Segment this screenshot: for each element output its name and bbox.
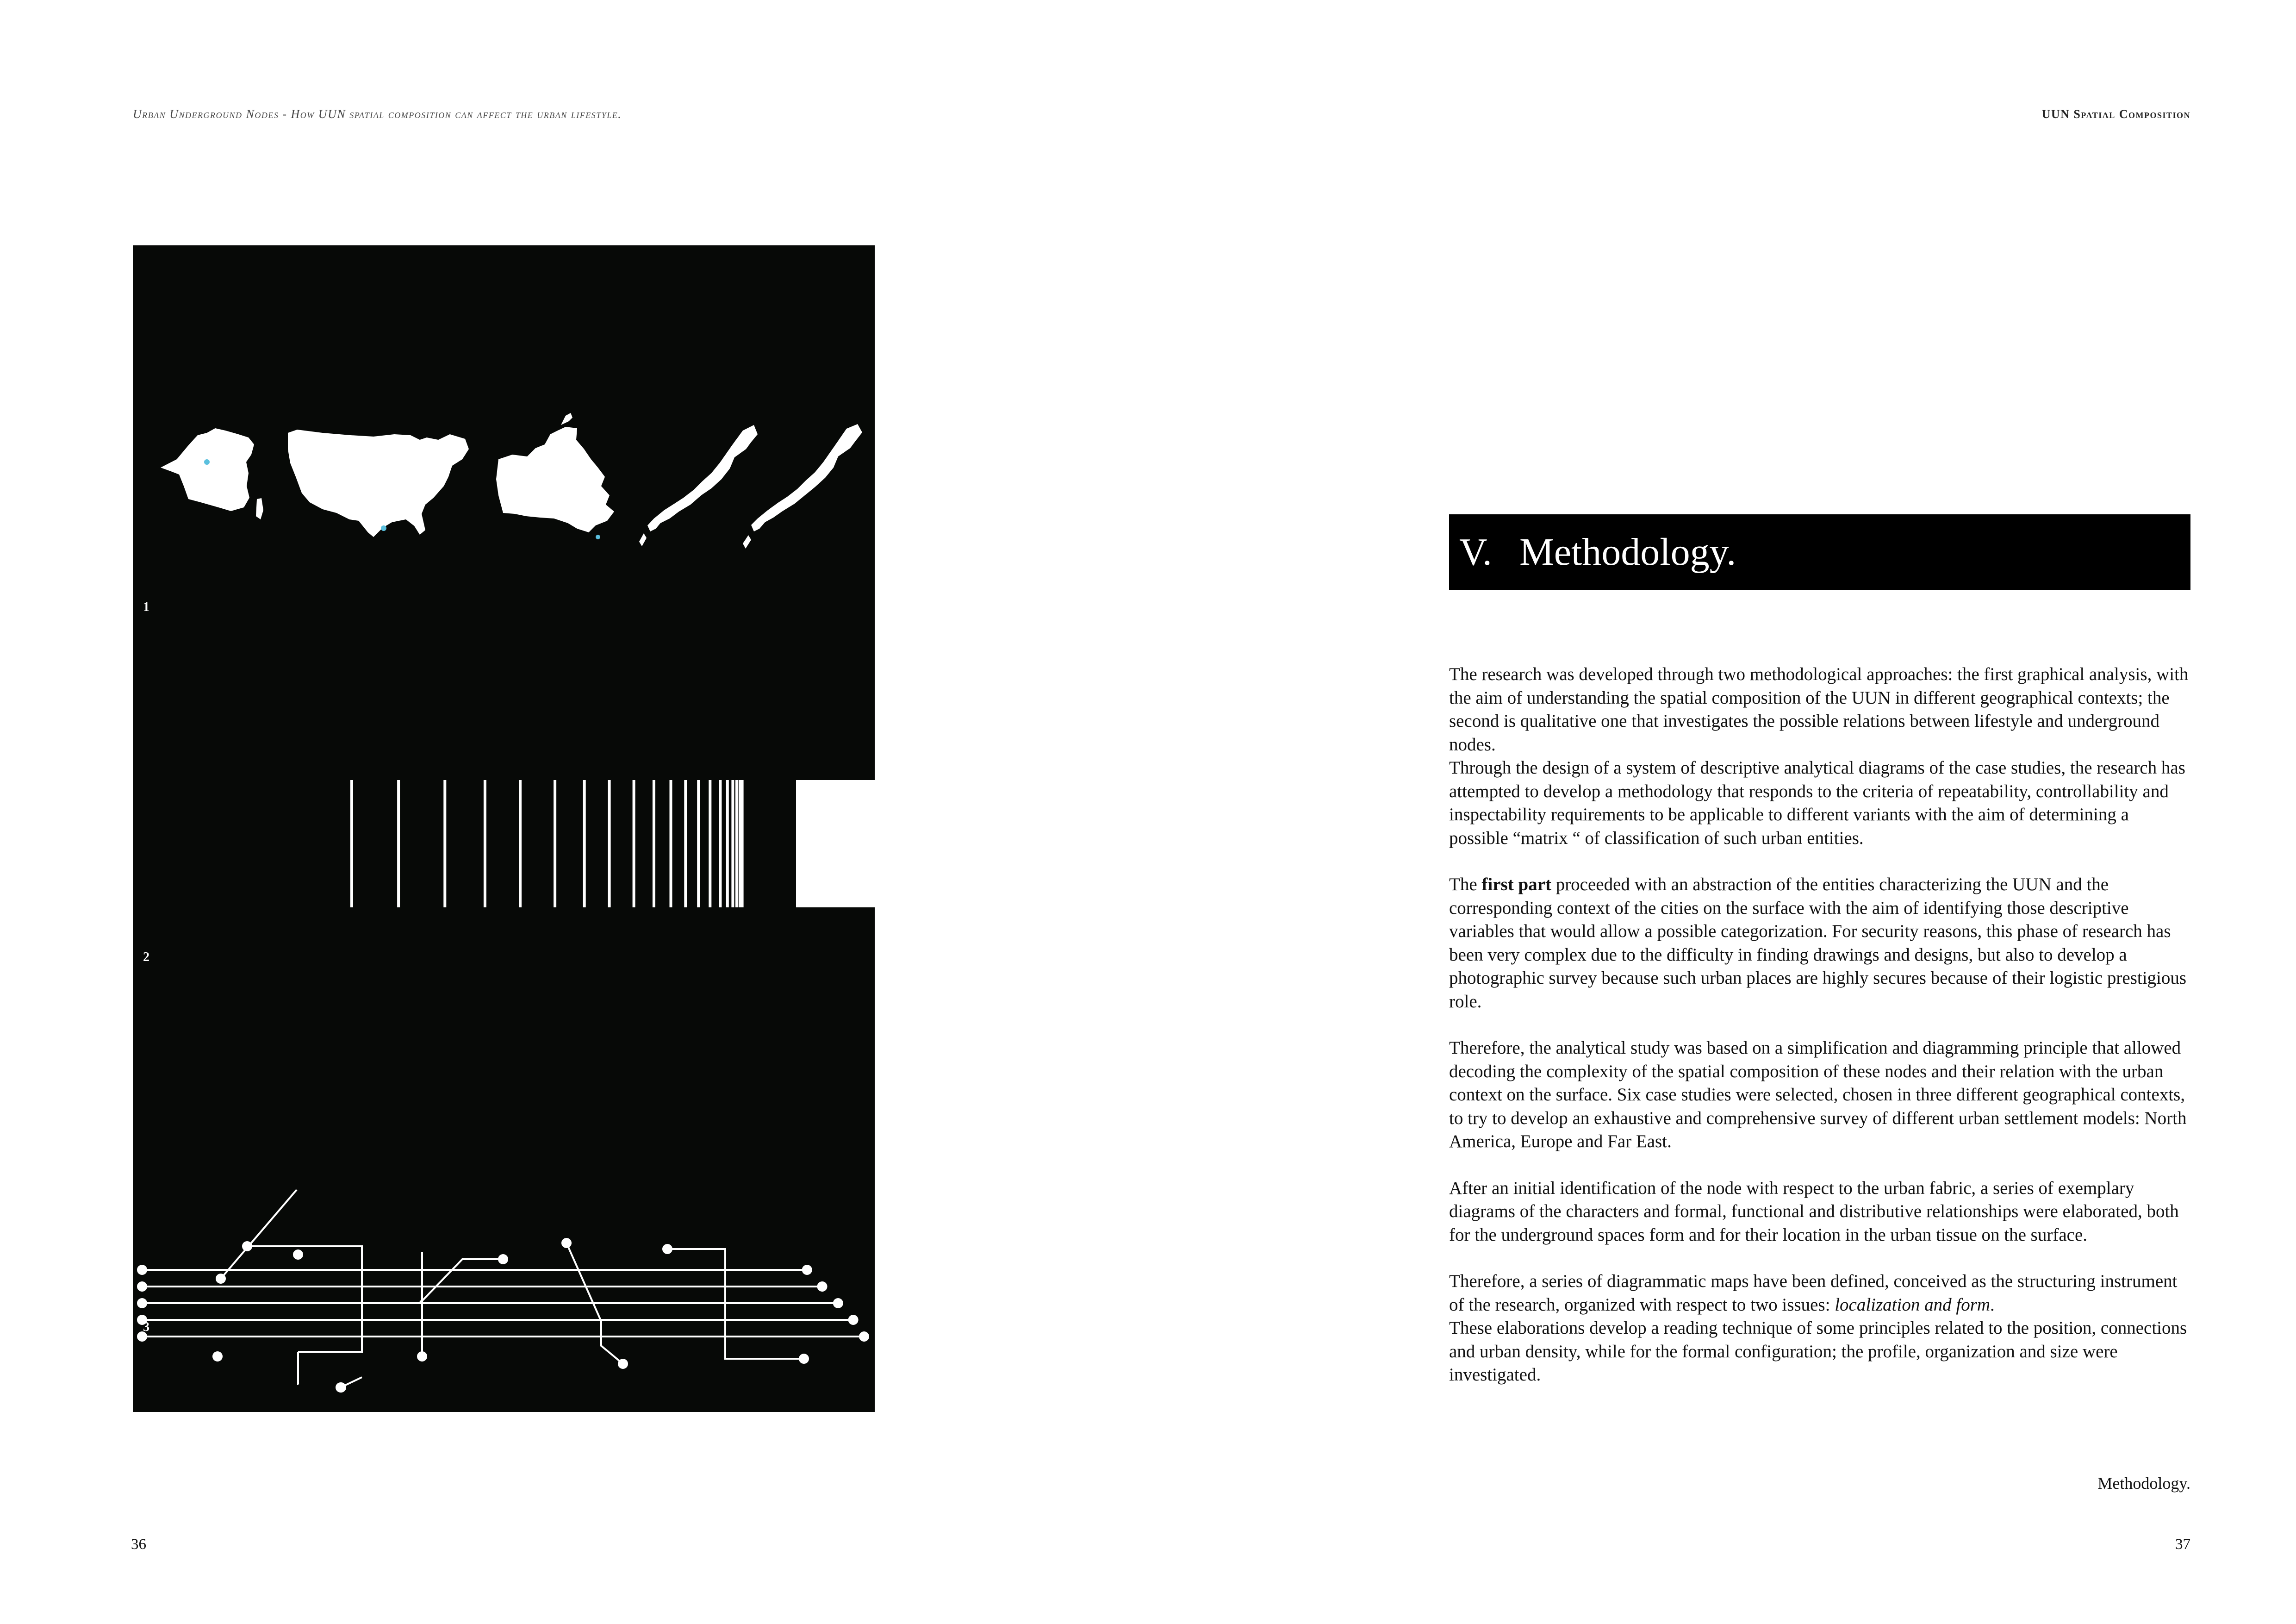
network-rail-end-node: [848, 1315, 859, 1325]
density-bar: [741, 780, 744, 907]
network-branch-6: [422, 1259, 503, 1356]
paragraph-1b: Through the design of a system of descriptive analytical diagrams of the case studies, the research has attempted to develop a methodology that responds to the criteria of repeatability, controllability and inspectability requirements to be applicable to different variants with the aim of determining a possible “matrix “ of classification of such urban entities.: [1449, 758, 2185, 848]
density-bar: [397, 780, 400, 907]
density-bar: [519, 780, 522, 907]
density-bar: [726, 780, 729, 907]
network-node: [212, 1351, 223, 1362]
running-header-right: UUN Spatial Composition: [2041, 107, 2190, 121]
density-bar: [731, 780, 734, 907]
network-nodes-group: [212, 1238, 809, 1393]
body-text: [1449, 663, 2192, 1410]
density-bar: [653, 780, 655, 907]
density-bar: [670, 780, 672, 907]
diagram-plate-svg: [133, 245, 875, 1412]
map-marker-france: [204, 459, 210, 465]
paragraph-3: Therefore, the analytical study was based on a simplification and diagramming principle that allowed decoding the complexity of the spatial composition of these nodes and their relation with the urban context on the surface. Six case studies were selected, chosen in three different geographical contexts, to try to develop an exhaustive and comprehensive survey of different urban settlement models: North America, Europe and Far East.: [1449, 1038, 2187, 1151]
network-rail-end-node: [137, 1298, 147, 1308]
density-bar: [719, 780, 722, 907]
network-rail-end-node: [802, 1265, 812, 1275]
paragraph-2: [1449, 873, 2192, 1013]
paragraph-4: After an initial identification of the node with respect to the urban fabric, a series of exemplary diagrams of the characters and formal, functional and distributive relationships were elaborated, both for the underground spaces form and for their location in the urban tissue on the surface.: [1449, 1178, 2179, 1245]
network-branch-4: [420, 1252, 422, 1302]
section-number: V.: [1459, 531, 1492, 574]
density-bars-group: [350, 780, 744, 907]
map-marker-usa: [381, 525, 386, 531]
network-rail-end-node: [137, 1265, 147, 1275]
density-bar: [608, 780, 611, 907]
diagram-plate: [133, 245, 875, 1412]
panel-label-3: 3: [143, 1320, 149, 1334]
density-bar: [697, 780, 700, 907]
map-japan-2: [743, 424, 862, 549]
network-node: [618, 1359, 628, 1369]
panel-label-2: 2: [143, 950, 149, 964]
paragraph-1a: The research was developed through two methodological approaches: the first graphical analysis, with the aim of understanding the spatial composition of the UUN in different geographical contexts; the second is qualitative one that investigates the possible relations between lifestyle and underground nodes.: [1449, 664, 2189, 755]
network-node: [498, 1254, 508, 1264]
density-bar: [443, 780, 446, 907]
map-france: [161, 428, 263, 519]
section-title-band: [1449, 514, 2190, 590]
network-node: [417, 1351, 427, 1362]
paragraph-5-italic: localization and form: [1835, 1294, 1991, 1315]
density-bar: [633, 780, 635, 907]
network-branch-2: [221, 1190, 297, 1279]
paragraph-5-text: Therefore, a series of diagrammatic maps have been defined, conceived as the structuring instrument of the research, organized with respect to two issues:: [1449, 1271, 2178, 1315]
density-bar: [735, 780, 738, 907]
map-japan-1: [639, 425, 758, 546]
density-bar: [684, 780, 687, 907]
map-canada: [496, 413, 614, 532]
section-title: Methodology.: [1519, 531, 1736, 574]
network-branches-group: [221, 1190, 804, 1387]
network-node: [293, 1249, 303, 1260]
network-rail-end-node: [859, 1331, 869, 1342]
density-bar: [484, 780, 486, 907]
density-block: [796, 780, 875, 907]
density-bar: [554, 780, 556, 907]
network-rail-end-node: [833, 1298, 843, 1308]
paragraph-5-end: .: [1990, 1294, 1995, 1315]
map-marker-canada: [596, 535, 600, 539]
paragraph-2-lead: The: [1449, 874, 1482, 894]
density-bar: [583, 780, 586, 907]
network-rail-end-node: [817, 1281, 828, 1292]
network-branch-1: [298, 1352, 299, 1384]
density-bar: [350, 780, 353, 907]
page-number-left: 36: [131, 1536, 146, 1553]
density-bar: [709, 780, 711, 907]
network-node: [336, 1382, 346, 1393]
network-node: [561, 1238, 572, 1248]
network-node: [216, 1274, 226, 1284]
paragraph-5: [1449, 1270, 2192, 1317]
section-caption: Methodology.: [2097, 1474, 2190, 1493]
page-number-right: 37: [2175, 1536, 2190, 1553]
network-node: [242, 1241, 252, 1251]
network-rails-group: [137, 1265, 869, 1342]
paragraph-6: These elaborations develop a reading technique of some principles related to the position, connections and urban density, while for the formal configuration; the profile, organization and size were investigated.: [1449, 1318, 2187, 1385]
paragraph-2-text: proceeded with an abstraction of the entities characterizing the UUN and the corresponding context of the cities on the surface with the aim of identifying those descriptive variables that would allow a possible categorization. For security reasons, this phase of research has been very complex due to the difficulty in finding drawings and designs, but also to develop a photographic survey because such urban places are highly secures because of their logistic prestigious role.: [1449, 874, 2187, 1012]
map-usa: [288, 430, 469, 537]
paragraph-2-emphasis: first part: [1481, 874, 1551, 894]
panel-label-1: 1: [143, 600, 149, 614]
running-header-left: Urban Underground Nodes - How UUN spatial composition can affect the urban lifestyle.: [133, 107, 622, 121]
network-rail-end-node: [137, 1281, 147, 1292]
network-node: [662, 1244, 672, 1254]
maps-group: [161, 413, 862, 549]
network-node: [799, 1354, 809, 1364]
